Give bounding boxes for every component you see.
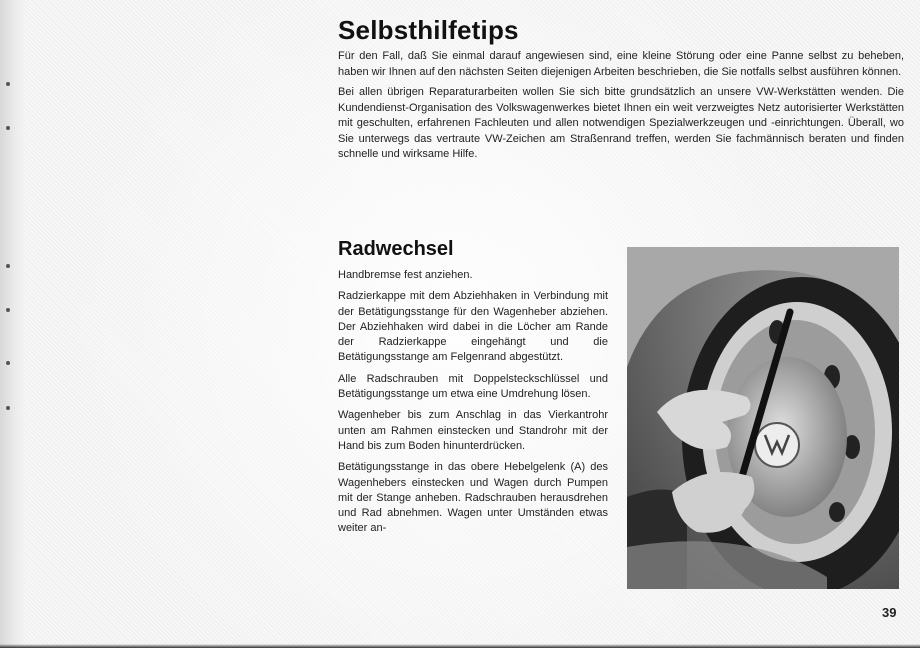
page-number: 39 — [882, 605, 897, 620]
instruction-step: Betätigungsstange in das obere Hebelgelenk (A) des Wagenhebers einstecken und Wagen durch Pumpen mit der Stange anheben. Radschrauben herausdrehen und Rad abnehmen. Wagen unter Umständen etwas weiter an- — [338, 461, 608, 535]
instruction-steps — [338, 268, 608, 543]
punch-mark — [6, 406, 10, 410]
intro-text — [338, 49, 904, 168]
punch-mark — [6, 361, 10, 365]
wheel-change-photo — [627, 247, 899, 589]
intro-paragraph: Für den Fall, daß Sie einmal darauf angewiesen sind, eine kleine Störung oder eine Panne selbst zu beheben, haben wir Ihnen auf den nächsten Seiten diejenigen Arbeiten beschrieben, die Sie notfalls selbst ausführen können. — [338, 50, 904, 78]
punch-mark — [6, 82, 10, 86]
punch-mark — [6, 308, 10, 312]
page-bottom-edge — [0, 644, 920, 648]
wheel-illustration — [627, 247, 899, 589]
punch-mark — [6, 264, 10, 268]
section-title: Radwechsel — [338, 238, 454, 260]
instruction-step: Wagenheber bis zum Anschlag in das Vierkantrohr unten am Rahmen einstecken und Standrohr mit der Hand bis zum Boden hinunterdrücken. — [338, 409, 608, 452]
punch-mark — [6, 126, 10, 130]
instruction-step: Radzierkappe mit dem Abziehhaken in Verbindung mit der Betätigungsstange für den Wagenheber abziehen. Der Abziehhaken wird dabei in die Löcher am Rande der Radzierkappe eingehängt und die Betätigungsstange am Felgenrand abgestützt. — [338, 290, 608, 364]
intro-paragraph: Bei allen übrigen Reparaturarbeiten wollen Sie sich bitte grundsätzlich an unsere VW-Werkstätten wenden. Die Kundendienst-Organisation des Volkswagenwerkes bietet Ihnen ein weit verzweigtes Netz autorisierter Werkstätten mit geschulten, erfahrenen Fachleuten und allen notwendigen Spezialwerkzeugen und -einrichtungen. Überall, wo Sie unterwegs das vertraute VW-Zeichen am Straßenrand treffen, werden Sie fachmännisch beraten und finden schnelle und wirksame Hilfe. — [338, 86, 904, 160]
instruction-step: Alle Radschrauben mit Doppelsteckschlüssel und Betätigungsstange um etwa eine Umdrehung lösen. — [338, 372, 608, 401]
page-title: Selbsthilfetips — [338, 15, 519, 45]
instruction-step: Handbremse fest anziehen. — [338, 269, 473, 281]
binding-edge — [0, 0, 26, 648]
